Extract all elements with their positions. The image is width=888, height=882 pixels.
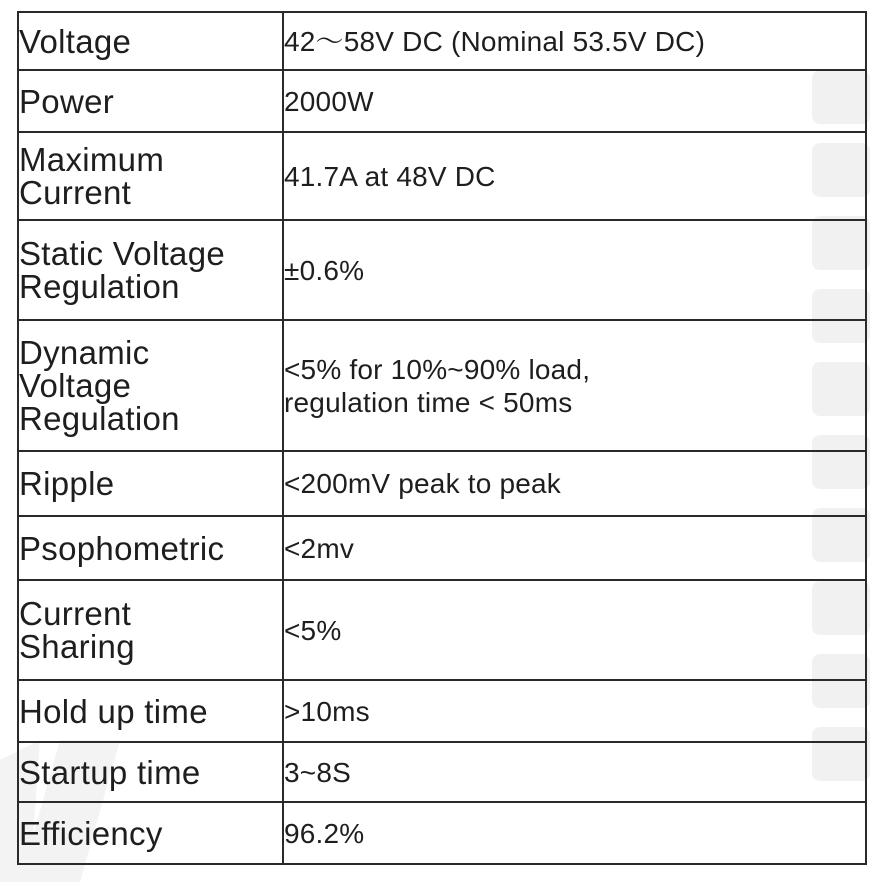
spec-value-cell bbox=[283, 580, 866, 680]
spec-value-cell bbox=[283, 220, 866, 320]
spec-label-cell bbox=[18, 12, 283, 70]
spec-value-cell bbox=[283, 320, 866, 451]
spec-value: <2mv bbox=[284, 532, 355, 564]
table-row bbox=[18, 742, 866, 802]
spec-label: Ripple bbox=[19, 465, 115, 502]
spec-table bbox=[17, 11, 867, 865]
spec-value: ±0.6% bbox=[284, 254, 365, 286]
spec-label: Current Sharing bbox=[19, 595, 135, 665]
spec-value: <200mV peak to peak bbox=[284, 468, 561, 499]
spec-label: Dynamic Voltage Regulation bbox=[19, 334, 180, 437]
spec-label-cell bbox=[18, 220, 283, 320]
table-row bbox=[18, 580, 866, 680]
spec-value-cell bbox=[283, 132, 866, 220]
spec-value: >10ms bbox=[284, 695, 370, 727]
spec-value-cell bbox=[283, 802, 866, 864]
spec-label-cell bbox=[18, 680, 283, 742]
spec-label-cell bbox=[18, 742, 283, 802]
spec-value-cell bbox=[283, 70, 866, 132]
table-row bbox=[18, 220, 866, 320]
spec-label: Efficiency bbox=[19, 814, 163, 852]
spec-value: 42～58V DC (Nominal 53.5V DC) bbox=[284, 25, 706, 57]
table-row bbox=[18, 680, 866, 742]
spec-label-cell bbox=[18, 516, 283, 580]
table-row bbox=[18, 70, 866, 132]
spec-label-cell bbox=[18, 580, 283, 680]
spec-label: Power bbox=[19, 82, 115, 120]
spec-value: 96.2% bbox=[284, 817, 365, 849]
spec-label: Voltage bbox=[19, 22, 132, 60]
table-row bbox=[18, 12, 866, 70]
spec-value: 2000W bbox=[284, 85, 374, 117]
spec-value-cell bbox=[283, 742, 866, 802]
spec-label-cell bbox=[18, 320, 283, 451]
spec-value: <5% bbox=[284, 614, 342, 646]
table-row bbox=[18, 802, 866, 864]
spec-value: 41.7A at 48V DC bbox=[284, 160, 496, 192]
spec-value: <5% for 10%~90% load, regulation time < 50ms bbox=[284, 353, 591, 418]
spec-label: Hold up time bbox=[19, 692, 208, 730]
spec-value-cell bbox=[283, 680, 866, 742]
spec-label: Static Voltage Regulation bbox=[19, 235, 226, 305]
table-row bbox=[18, 451, 866, 516]
spec-label: Startup time bbox=[19, 753, 201, 791]
spec-value-cell bbox=[283, 12, 866, 70]
table-row bbox=[18, 516, 866, 580]
spec-value-cell bbox=[283, 516, 866, 580]
spec-label-cell bbox=[18, 451, 283, 516]
spec-value: 3~8S bbox=[284, 756, 351, 788]
table-row bbox=[18, 320, 866, 451]
spec-label-cell bbox=[18, 802, 283, 864]
spec-label-cell bbox=[18, 70, 283, 132]
spec-label-cell bbox=[18, 132, 283, 220]
spec-label: Maximum Current bbox=[19, 141, 165, 211]
table-row bbox=[18, 132, 866, 220]
spec-label: Psophometric bbox=[19, 529, 225, 567]
spec-value-cell bbox=[283, 451, 866, 516]
